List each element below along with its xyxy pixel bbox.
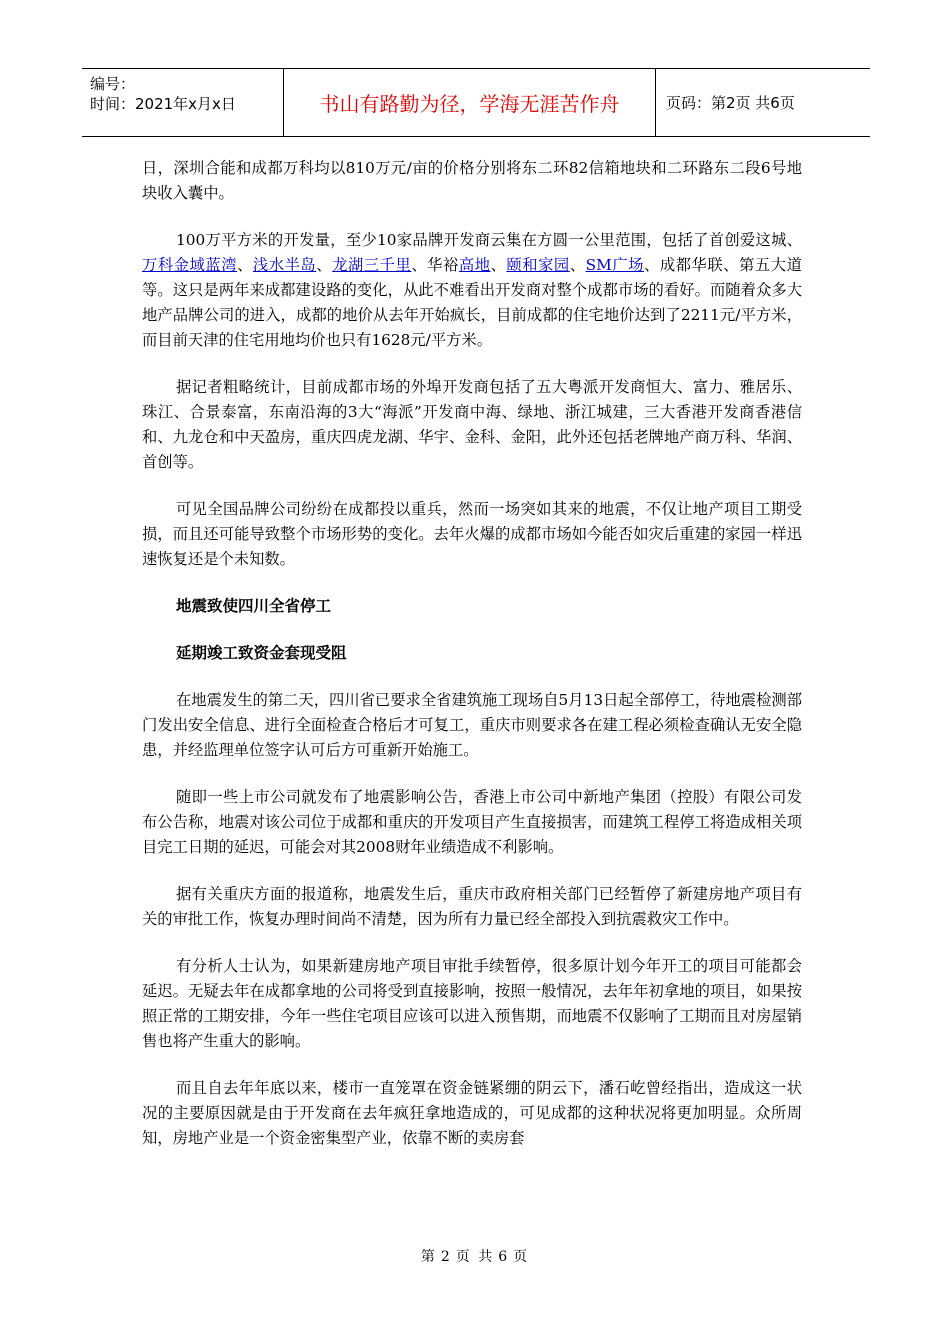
paragraph: 可见全国品牌公司纷纷在成都投以重兵，然而一场突如其来的地震，不仅让地产项目工期受损，而且还可能导致整个市场形势的变化。去年火爆的成都市场如今能否如灾后重建的家园一样迅速恢复还是个未知数。 [142, 500, 802, 568]
link-sm-guangchang[interactable]: SM广场 [585, 256, 644, 274]
paragraph: 而且自去年年底以来，楼市一直笼罩在资金链紧绷的阴云下，潘石屹曾经指出，造成这一状况的主要原因就是由于开发商在去年疯狂拿地造成的，可见成都的这种状况将更加明显。众所周知，房地产业是一个资金密集型产业，依靠不断的卖房套 [142, 1079, 802, 1147]
page-footer [0, 1246, 950, 1266]
link-yihe-jiayuan[interactable]: 颐和家园 [506, 256, 570, 274]
text: 、华裕 [411, 256, 459, 274]
paragraph: 据记者粗略统计，目前成都市场的外埠开发商包括了五大粤派开发商恒大、富力、雅居乐、珠江、合景泰富，东南沿海的3大“海派”开发商中海、绿地、浙江城建，三大香港开发商香港信和、九龙仓和中天盈房，重庆四虎龙湖、华宇、金科、金阳，此外还包括老牌地产商万科、华润、首创等。 [142, 378, 802, 471]
paragraph-with-links [142, 228, 802, 353]
header-number-label: 编号： [90, 75, 136, 93]
paragraph: 在地震发生的第二天，四川省已要求全省建筑施工现场自5月13日起全部停工，待地震检测部门发出安全信息、进行全面检查合格后才可复工，重庆市则要求各在建工程必须检查确认无安全隐患，并经监理单位签字认可后方可重新开始施工。 [142, 691, 802, 759]
footer-suffix: 页 [513, 1249, 530, 1265]
link-gaodi[interactable]: 高地 [458, 256, 491, 274]
section-subheading: 延期竣工致资金套现受阻 [176, 644, 347, 662]
footer-page-number: 2 [440, 1249, 452, 1265]
text: 、 [316, 256, 333, 274]
section-heading: 地震致使四川全省停工 [176, 597, 332, 615]
text: 、 [490, 256, 507, 274]
document-body [142, 156, 802, 1173]
paragraph: 据有关重庆方面的报道称，地震发生后，重庆市政府相关部门已经暂停了新建房地产项目有关的审批工作，恢复办理时间尚不清楚，因为所有力量已经全部投入到抗震救灾工作中。 [142, 885, 802, 928]
paragraph: 有分析人士认为，如果新建房地产项目审批手续暂停，很多原计划今年开工的项目可能都会延迟。无疑去年在成都拿地的公司将受到直接影响，按照一般情况，去年年初拿地的项目，如果按照正常的工期安排，今年一些住宅项目应该可以进入预售期，而地震不仅影响了工期而且对房屋销售也将产生重大的影响。 [142, 957, 802, 1050]
header-meta [90, 74, 280, 114]
paragraph: 随即一些上市公司就发布了地震影响公告，香港上市公司中新地产集团（控股）有限公司发布公告称，地震对该公司位于成都和重庆的开发项目产生直接损害，而建筑工程停工将造成相关项目完工日期的延迟，可能会对其2008财年业绩造成不利影响。 [142, 788, 802, 856]
header-time-label: 时间：2021年x月x日 [90, 95, 236, 113]
footer-total-pages: 6 [498, 1249, 510, 1265]
text: 、 [237, 256, 253, 274]
text: 、成都华联、第五大道等。这只是两年来成都建设路的变化，从此不难看出开发商对整个成都市场的看好。而随着众多大地产品牌公司的进入，成都的地价从去年开始疯长，目前成都的住宅地价达到了2211元/平方米，而目前天津的住宅用地均价也只有1628元/平方米。 [142, 256, 802, 349]
link-wanke-jinyu-lanwan[interactable]: 万科金域蓝湾 [142, 256, 238, 274]
link-longhu-sanqianli[interactable]: 龙湖三千里 [332, 256, 412, 274]
footer-middle: 页 共 [455, 1249, 495, 1265]
header-bottom-rule [82, 136, 870, 137]
page-header [82, 68, 870, 137]
header-page-info: 页码：第2页 共6页 [666, 93, 795, 112]
link-qianshui-bandao[interactable]: 浅水半岛 [252, 256, 317, 274]
footer-prefix: 第 [420, 1249, 437, 1265]
text: 、 [569, 256, 586, 274]
paragraph: 日，深圳合能和成都万科均以810万元/亩的价格分别将东二环82信箱地块和二环路东二段6号地块收入囊中。 [142, 159, 802, 202]
text: 100万平方米的开发量，至少10家品牌开发商云集在方圆一公里范围，包括了首创爱这城、 [176, 231, 802, 249]
header-motto: 书山有路勤为径，学海无涯苦作舟 [319, 91, 620, 116]
